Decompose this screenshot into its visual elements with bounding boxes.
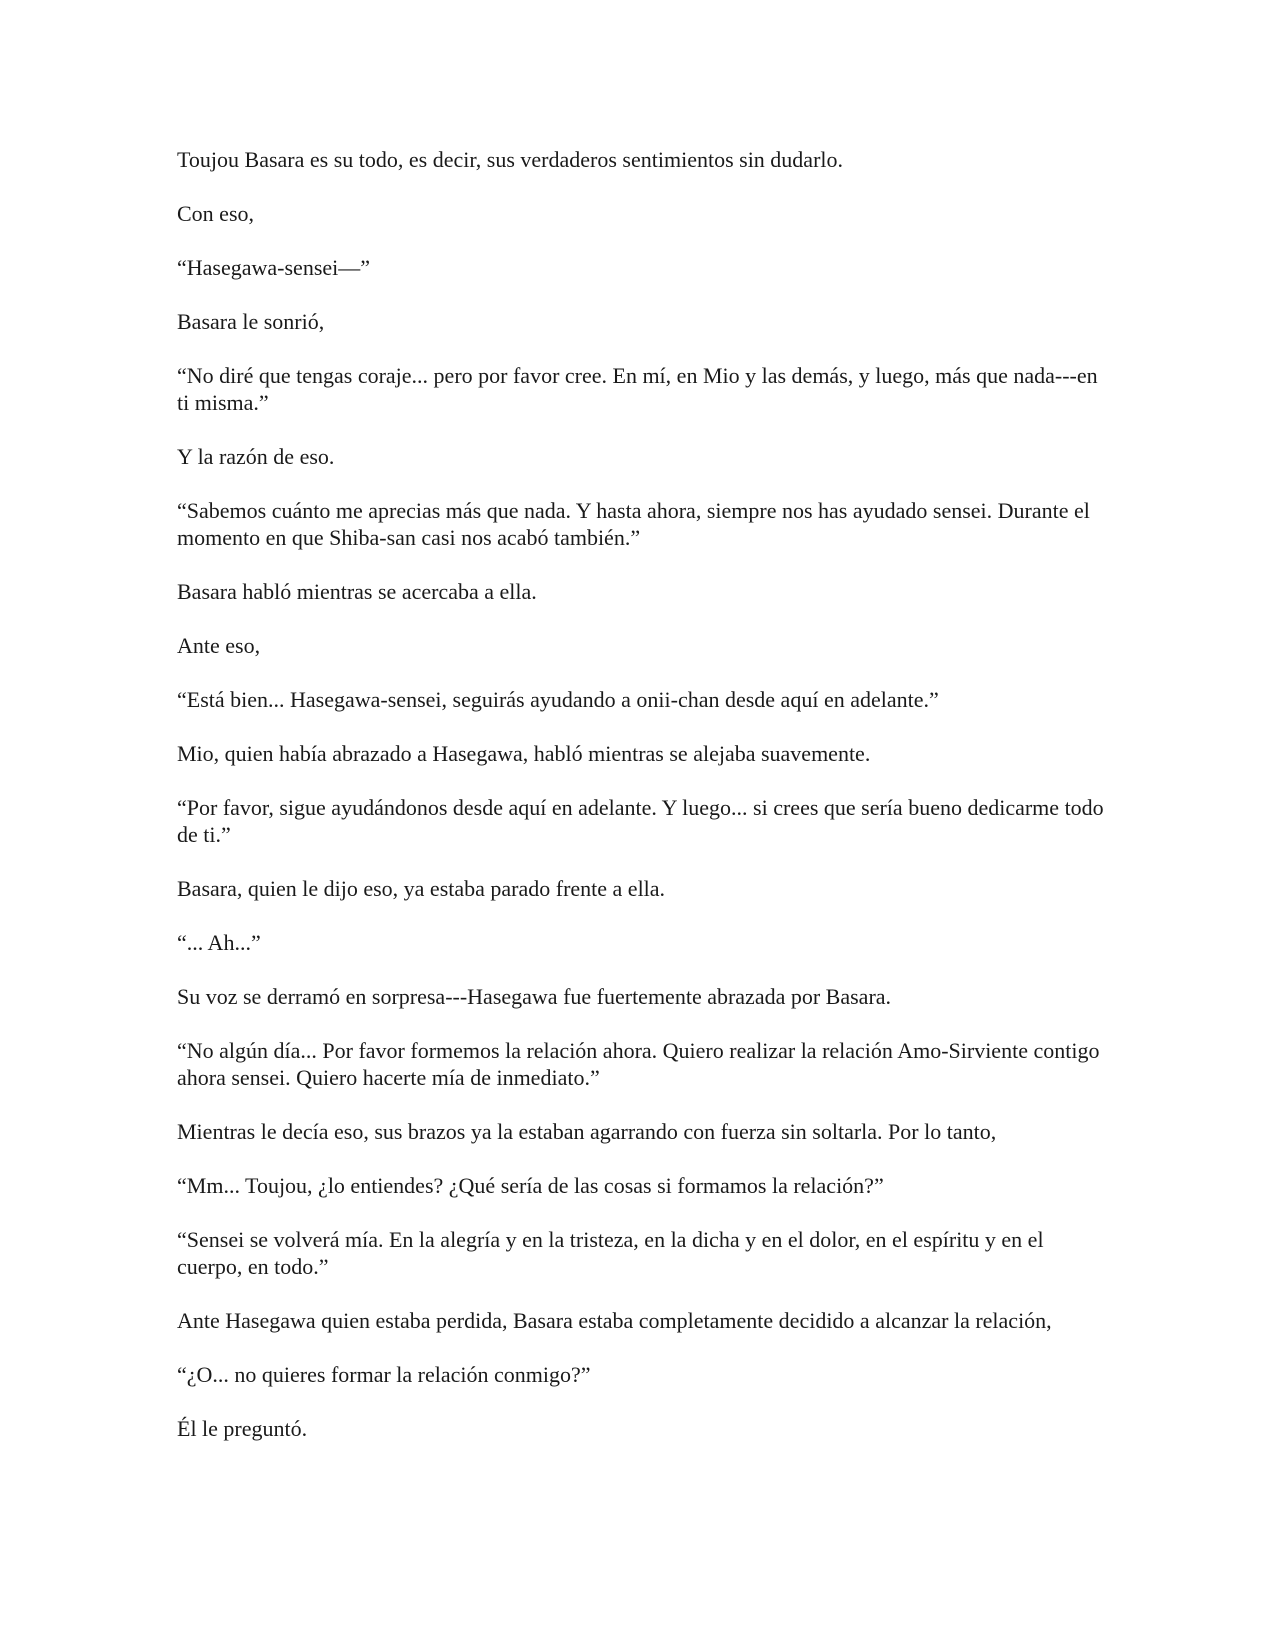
paragraph: “No algún día... Por favor formemos la relación ahora. Quiero realizar la relación Amo-Sirviente contigo ahora sensei. Quiero hacerte mía de inmediato.” [177, 1038, 1100, 1090]
paragraph: Mio, quien había abrazado a Hasegawa, habló mientras se alejaba suavemente. [177, 741, 871, 766]
paragraph: “¿O... no quieres formar la relación conmigo?” [177, 1362, 591, 1387]
paragraph: Su voz se derramó en sorpresa---Hasegawa fue fuertemente abrazada por Basara. [177, 984, 892, 1009]
paragraph: Basara habló mientras se acercaba a ella. [177, 579, 537, 604]
paragraph: “No diré que tengas coraje... pero por favor cree. En mí, en Mio y las demás, y luego, más que nada---en ti misma.” [177, 363, 1098, 415]
paragraph: Toujou Basara es su todo, es decir, sus verdaderos sentimientos sin dudarlo. [177, 147, 844, 172]
paragraph: “Sabemos cuánto me aprecias más que nada. Y hasta ahora, siempre nos has ayudado sensei. Durante el momento en que Shiba-san casi nos acabó también.” [177, 498, 1090, 550]
paragraph: Y la razón de eso. [177, 444, 335, 469]
paragraph: Mientras le decía eso, sus brazos ya la estaban agarrando con fuerza sin soltarla. Por lo tanto, [177, 1119, 997, 1144]
paragraph: Él le preguntó. [177, 1416, 308, 1441]
paragraph: “Hasegawa-sensei—” [177, 255, 371, 280]
paragraph: Basara, quien le dijo eso, ya estaba parado frente a ella. [177, 876, 666, 901]
document-body [177, 146, 1107, 1469]
paragraph: “Sensei se volverá mía. En la alegría y en la tristeza, en la dicha y en el dolor, en el espíritu y en el cuerpo, en todo.” [177, 1227, 1044, 1279]
paragraph: “Mm... Toujou, ¿lo entiendes? ¿Qué sería de las cosas si formamos la relación?” [177, 1173, 884, 1198]
paragraph: “... Ah...” [177, 930, 261, 955]
paragraph: Basara le sonrió, [177, 309, 325, 334]
paragraph: Ante Hasegawa quien estaba perdida, Basara estaba completamente decidido a alcanzar la relación, [177, 1308, 1052, 1333]
paragraph: “Está bien... Hasegawa-sensei, seguirás ayudando a onii-chan desde aquí en adelante.” [177, 687, 939, 712]
paragraph: Ante eso, [177, 633, 261, 658]
paragraph: “Por favor, sigue ayudándonos desde aquí en adelante. Y luego... si crees que sería bueno dedicarme todo de ti.” [177, 795, 1104, 847]
paragraph: Con eso, [177, 201, 254, 226]
